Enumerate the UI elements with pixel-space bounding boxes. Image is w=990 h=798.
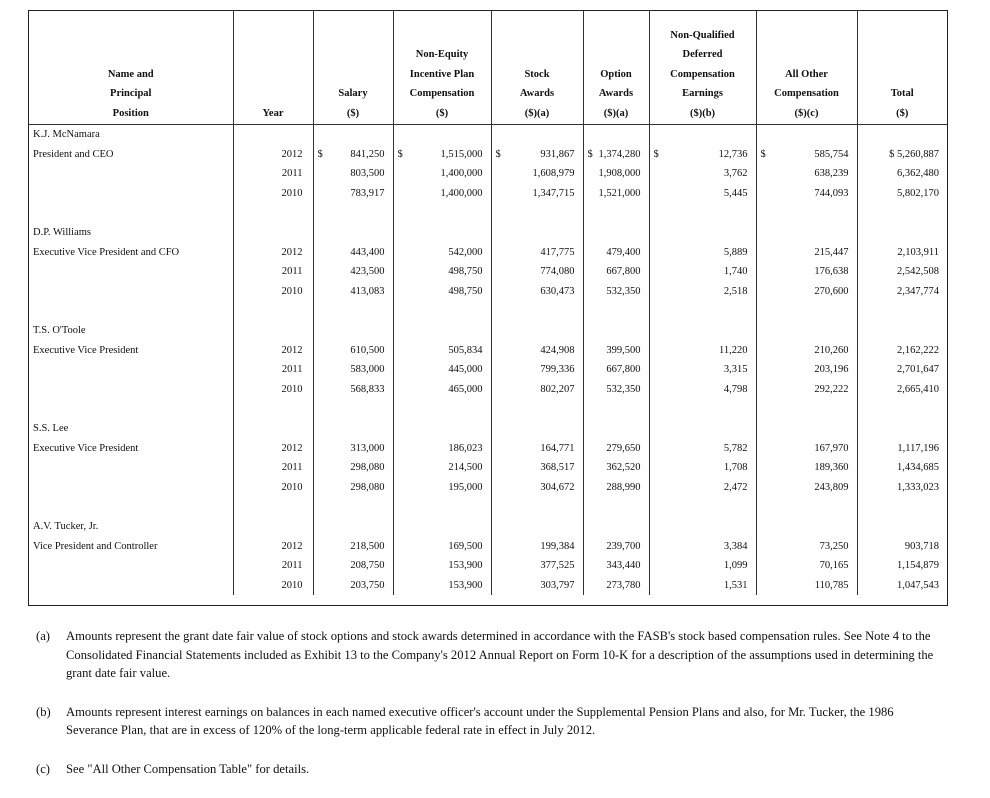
summary-compensation-table [29,11,947,595]
total-cell: 1,434,685 [897,462,939,474]
empty-cell [649,321,756,341]
table-body [29,125,947,596]
option-cell: 362,520 [583,458,649,478]
stock-cell: 368,517 [491,458,583,478]
empty-cell [233,399,313,419]
empty-cell [29,203,233,223]
other-cell: 210,260 [756,341,857,361]
option-cell: 532,350 [583,380,649,400]
empty-cell [583,517,649,537]
other-cell: 744,093 [756,184,857,204]
option-cell: 273,780 [583,576,649,596]
stock-cell: 164,771 [491,439,583,459]
header-salary: Salary ($) [313,11,393,125]
spacer-row [29,497,947,517]
empty-cell [393,321,491,341]
empty-cell [649,125,756,145]
stock-cell [491,145,583,165]
currency-symbol: $ [495,148,501,160]
nonqual-cell: 1,740 [649,262,756,282]
non_equity-cell: 195,000 [393,478,491,498]
salary-cell: 298,080 [313,478,393,498]
total-cell: 2,701,647 [897,364,939,376]
non_equity-cell: 1,400,000 [393,164,491,184]
footnote-text: Amounts represent the grant date fair value of stock options and stock awards determined in accordance with the FASB's stock based compensation rules. See Note 4 to the Consolidated Financial Statements included as Exhibit 13 to the Company's 2012 Annual Report on Form 10-K for a description of the assumptions used in determining the grant date fair value. [66,629,934,680]
option-cell: 1,521,000 [583,184,649,204]
other-cell: 292,222 [756,380,857,400]
salary-cell: 568,833 [313,380,393,400]
stock-cell: 774,080 [491,262,583,282]
empty-cell [313,399,393,419]
empty-cell [233,301,313,321]
empty-cell [756,321,857,341]
option-cell: 1,908,000 [583,164,649,184]
year-cell: 2011 [233,164,313,184]
other-cell: 270,600 [756,282,857,302]
empty-cell [649,419,756,439]
empty-cell [756,399,857,419]
empty-cell [583,419,649,439]
non_equity-cell: 498,750 [393,262,491,282]
nonqual-cell: 3,315 [649,360,756,380]
total-cell-value: 5,260,887 [897,148,939,160]
year-cell: 2010 [233,478,313,498]
total-cell: 2,542,508 [897,266,939,278]
year-cell: 2011 [233,458,313,478]
table-row [29,439,947,459]
empty-cell [583,497,649,517]
table-row [29,145,947,165]
option-cell: 667,800 [583,360,649,380]
total-cell: 1,154,879 [897,560,939,572]
empty-cell [29,399,233,419]
salary-cell-value: 841,250 [350,148,385,160]
nonqual-cell: 2,518 [649,282,756,302]
other-cell: 189,360 [756,458,857,478]
salary-cell: 298,080 [313,458,393,478]
empty-cell [649,203,756,223]
option-cell: 532,350 [583,282,649,302]
total-cell: 2,162,222 [897,344,939,356]
empty-cell [393,497,491,517]
footnote-text: Amounts represent interest earnings on balances in each named executive officer's account under the Supplemental Pension Plans and also, for Mr. Tucker, the 1986 Severance Plan, that are in excess of 120% of the long-term applicable federal rate in effect in July 2012. [66,704,894,737]
option-cell: 399,500 [583,341,649,361]
year-cell: 2011 [233,360,313,380]
empty-cell [649,497,756,517]
year-cell: 2012 [233,439,313,459]
nonqual-cell: 1,708 [649,458,756,478]
empty-cell [583,125,649,145]
header-all-other: All Other Compensation ($)(c) [756,11,857,125]
currency-symbol: $ [317,148,323,160]
empty-cell [583,321,649,341]
stock-cell: 424,908 [491,341,583,361]
executive-title: Executive Vice President [29,439,233,459]
executive-name-row [29,517,947,537]
empty-cell [233,321,313,341]
empty-cell [313,223,393,243]
option-cell-value: 1,374,280 [598,148,641,160]
footnote [36,703,936,740]
table-row [29,536,947,556]
total-cell [857,145,947,165]
other-cell: 167,970 [756,439,857,459]
total-cell: 2,103,911 [897,246,939,258]
year-cell: 2012 [233,341,313,361]
empty-cell [756,301,857,321]
table-row [29,341,947,361]
table-row [29,458,947,478]
empty-cell [233,517,313,537]
empty-cell [29,576,233,596]
empty-cell [756,125,857,145]
empty-cell [649,399,756,419]
stock-cell: 377,525 [491,556,583,576]
other-cell: 638,239 [756,164,857,184]
empty-cell [857,125,947,145]
empty-cell [649,517,756,537]
empty-cell [313,321,393,341]
empty-cell [583,301,649,321]
empty-cell [313,301,393,321]
empty-cell [583,399,649,419]
salary-cell: 423,500 [313,262,393,282]
empty-cell [233,223,313,243]
executive-name-row [29,223,947,243]
executive-title: Vice President and Controller [29,536,233,556]
footnote-label: (a) [36,629,50,643]
non_equity-cell: 214,500 [393,458,491,478]
stock-cell: 1,347,715 [491,184,583,204]
empty-cell [857,203,947,223]
table-row [29,282,947,302]
other-cell: 73,250 [756,536,857,556]
empty-cell [649,301,756,321]
nonqual-cell: 1,099 [649,556,756,576]
empty-cell [491,497,583,517]
table-row [29,360,947,380]
executive-title: Executive Vice President and CFO [29,243,233,263]
year-cell: 2010 [233,380,313,400]
salary-cell: 218,500 [313,536,393,556]
nonqual-cell: 1,531 [649,576,756,596]
empty-cell [313,419,393,439]
empty-cell [29,262,233,282]
other-cell: 110,785 [756,576,857,596]
total-cell: 6,362,480 [897,168,939,180]
empty-cell [393,517,491,537]
empty-cell [491,399,583,419]
other-cell: 243,809 [756,478,857,498]
header-name: Name and Principal Position [29,11,233,125]
option-cell: 279,650 [583,439,649,459]
salary-cell [313,145,393,165]
empty-cell [233,419,313,439]
nonqual-cell: 3,762 [649,164,756,184]
stock-cell-value: 931,867 [540,148,575,160]
empty-cell [313,497,393,517]
empty-cell [313,125,393,145]
non_equity-cell [393,145,491,165]
non_equity-cell: 465,000 [393,380,491,400]
stock-cell: 417,775 [491,243,583,263]
stock-cell: 199,384 [491,536,583,556]
non_equity-cell: 445,000 [393,360,491,380]
empty-cell [29,282,233,302]
option-cell: 667,800 [583,262,649,282]
empty-cell [393,419,491,439]
non_equity-cell: 153,900 [393,556,491,576]
nonqual-cell-value: 12,736 [718,148,748,160]
total-cell: 2,347,774 [897,286,939,298]
empty-cell [393,223,491,243]
executive-title: Executive Vice President [29,341,233,361]
footnote-label: (c) [36,761,50,776]
empty-cell [29,458,233,478]
table-row [29,184,947,204]
header-total: Total ($) [857,11,947,125]
executive-name: S.S. Lee [29,419,233,439]
non_equity-cell: 153,900 [393,576,491,596]
year-cell: 2010 [233,282,313,302]
non_equity-cell: 1,400,000 [393,184,491,204]
table-row [29,164,947,184]
non_equity-cell: 505,834 [393,341,491,361]
salary-cell: 443,400 [313,243,393,263]
other-cell: 215,447 [756,243,857,263]
empty-cell [491,517,583,537]
currency-symbol: $ [889,148,895,160]
spacer-row [29,203,947,223]
empty-cell [857,321,947,341]
spacer-row [29,301,947,321]
salary-cell: 203,750 [313,576,393,596]
empty-cell [491,301,583,321]
executive-name: K.J. McNamara [29,125,233,145]
total-cell: 2,665,410 [897,384,939,396]
stock-cell: 1,608,979 [491,164,583,184]
non_equity-cell: 542,000 [393,243,491,263]
executive-title: President and CEO [29,145,233,165]
empty-cell [857,301,947,321]
empty-cell [29,497,233,517]
header-stock-awards: Stock Awards ($)(a) [491,11,583,125]
compensation-table-frame [28,10,948,606]
empty-cell [756,497,857,517]
nonqual-cell: 11,220 [649,341,756,361]
other-cell: 70,165 [756,556,857,576]
option-cell: 288,990 [583,478,649,498]
empty-cell [491,203,583,223]
stock-cell: 304,672 [491,478,583,498]
other-cell: 176,638 [756,262,857,282]
stock-cell: 802,207 [491,380,583,400]
salary-cell: 313,000 [313,439,393,459]
salary-cell: 803,500 [313,164,393,184]
footnotes [36,627,936,798]
empty-cell [583,223,649,243]
total-cell: 903,718 [904,540,939,552]
currency-symbol: $ [760,148,766,160]
option-cell [583,145,649,165]
empty-cell [756,203,857,223]
year-cell: 2012 [233,243,313,263]
footnote-text: See "All Other Compensation Table" for details. [66,761,310,776]
table-row [29,262,947,282]
nonqual-cell: 2,472 [649,478,756,498]
empty-cell [583,203,649,223]
option-cell: 479,400 [583,243,649,263]
currency-symbol: $ [653,148,659,160]
other-cell: 203,196 [756,360,857,380]
nonqual-cell: 5,782 [649,439,756,459]
salary-cell: 208,750 [313,556,393,576]
stock-cell: 630,473 [491,282,583,302]
empty-cell [29,184,233,204]
salary-cell: 413,083 [313,282,393,302]
year-cell: 2010 [233,576,313,596]
nonqual-cell: 5,889 [649,243,756,263]
empty-cell [857,399,947,419]
year-cell: 2012 [233,536,313,556]
empty-cell [313,517,393,537]
empty-cell [491,223,583,243]
empty-cell [393,203,491,223]
table-row [29,380,947,400]
table-row [29,243,947,263]
year-cell: 2010 [233,184,313,204]
total-cell: 1,117,196 [897,442,939,454]
table-header-row [29,11,947,125]
empty-cell [491,321,583,341]
salary-cell: 783,917 [313,184,393,204]
total-cell: 1,333,023 [897,481,939,493]
executive-name: T.S. O'Toole [29,321,233,341]
nonqual-cell: 5,445 [649,184,756,204]
header-non-equity: Non-Equity Incentive Plan Compensation ($) [393,11,491,125]
executive-name: A.V. Tucker, Jr. [29,517,233,537]
year-cell: 2012 [233,145,313,165]
empty-cell [29,164,233,184]
header-nonqualified: Non-Qualified Deferred Compensation Earnings ($)(b) [649,11,756,125]
empty-cell [233,497,313,517]
header-option-awards: Option Awards ($)(a) [583,11,649,125]
empty-cell [393,301,491,321]
empty-cell [29,478,233,498]
total-cell: 5,802,170 [897,188,939,200]
empty-cell [756,223,857,243]
empty-cell [857,517,947,537]
empty-cell [393,125,491,145]
empty-cell [233,125,313,145]
salary-cell: 610,500 [313,341,393,361]
option-cell: 239,700 [583,536,649,556]
footnote-label: (b) [36,704,51,719]
executive-name: D.P. Williams [29,223,233,243]
stock-cell: 799,336 [491,360,583,380]
empty-cell [29,380,233,400]
other-cell [756,145,857,165]
empty-cell [313,203,393,223]
empty-cell [393,399,491,419]
other-cell-value: 585,754 [814,148,849,160]
executive-name-row [29,419,947,439]
empty-cell [756,517,857,537]
empty-cell [857,419,947,439]
executive-name-row [29,321,947,341]
stock-cell: 303,797 [491,576,583,596]
nonqual-cell: 4,798 [649,380,756,400]
option-cell: 343,440 [583,556,649,576]
year-cell: 2011 [233,556,313,576]
empty-cell [29,556,233,576]
empty-cell [29,360,233,380]
year-cell: 2011 [233,262,313,282]
table-row [29,556,947,576]
salary-cell: 583,000 [313,360,393,380]
empty-cell [756,419,857,439]
empty-cell [29,301,233,321]
table-row [29,576,947,596]
non_equity-cell: 498,750 [393,282,491,302]
non_equity-cell-value: 1,515,000 [440,148,483,160]
total-cell: 1,047,543 [897,579,939,591]
empty-cell [649,223,756,243]
empty-cell [491,125,583,145]
nonqual-cell [649,145,756,165]
nonqual-cell: 3,384 [649,536,756,556]
footnote [36,760,936,779]
non_equity-cell: 169,500 [393,536,491,556]
footnote [36,627,936,683]
empty-cell [857,223,947,243]
currency-symbol: $ [587,148,593,160]
executive-name-row [29,125,947,145]
non_equity-cell: 186,023 [393,439,491,459]
empty-cell [233,203,313,223]
currency-symbol: $ [397,148,403,160]
header-year: Year [233,11,313,125]
table-row [29,478,947,498]
spacer-row [29,399,947,419]
empty-cell [491,419,583,439]
empty-cell [857,497,947,517]
